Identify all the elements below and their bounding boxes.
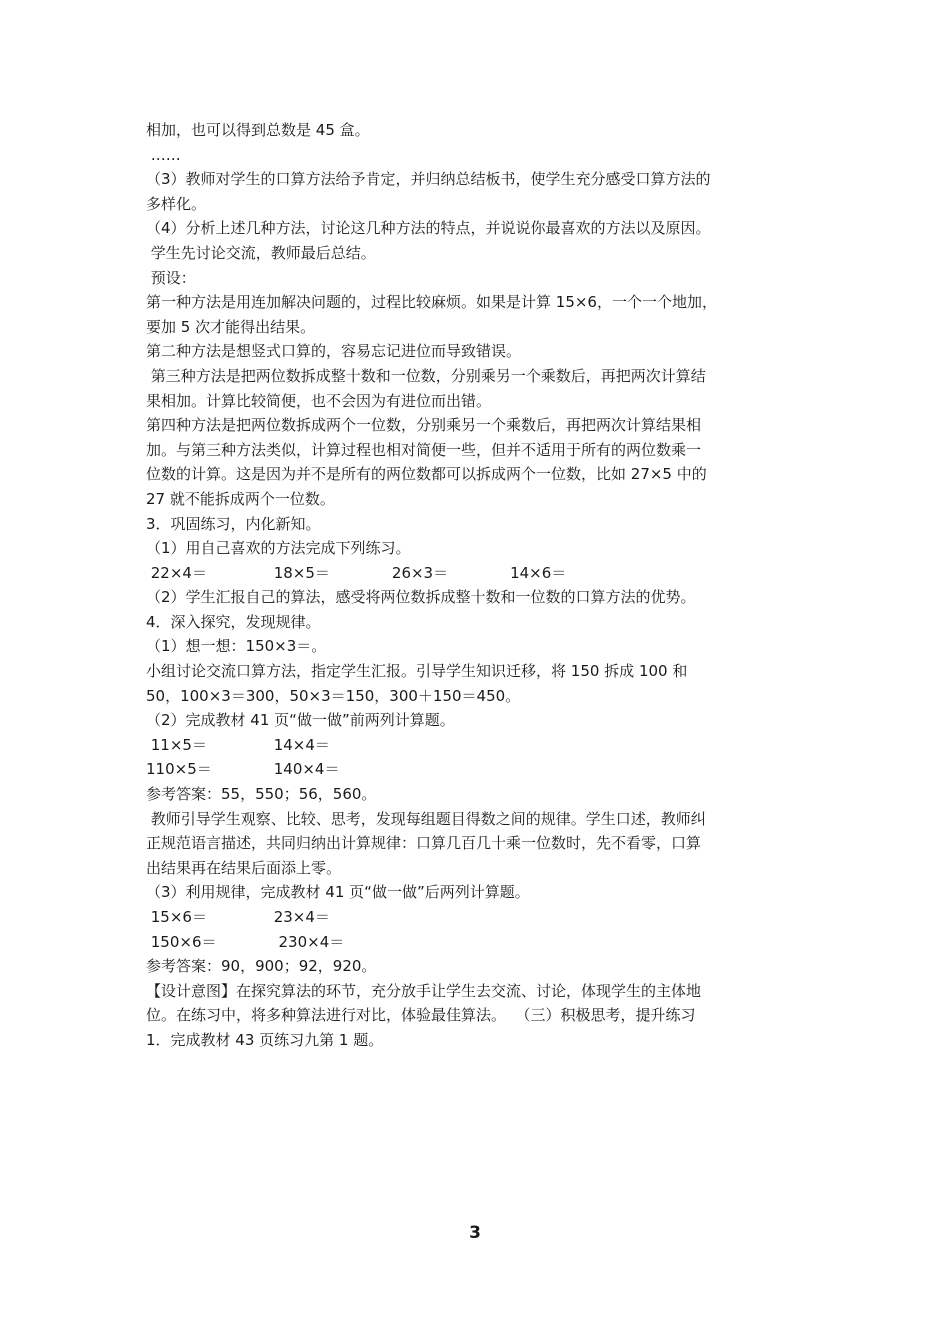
text-line: 要加 5 次才能得出结果。 bbox=[146, 317, 316, 336]
text-line: 1．完成教材 43 页练习九第 1 题。 bbox=[146, 1030, 384, 1049]
text-line: （4）分析上述几种方法，讨论这几种方法的特点，并说说你最喜欢的方法以及原因。 bbox=[146, 219, 711, 238]
text-line: 教师引导学生观察、比较、思考，发现每组题目得数之间的规律。学生口述，教师纠 bbox=[146, 809, 706, 828]
text-line: 正规范语言描述，共同归纳出计算规律：口算几百几十乘一位数时，先不看零，口算 bbox=[146, 834, 702, 853]
text-line: 22×4＝ 18×5＝ 26×3＝ 14×6＝ bbox=[146, 563, 567, 582]
body-text bbox=[146, 118, 811, 1053]
text-line: （2）完成教材 41 页“做一做”前两列计算题。 bbox=[146, 711, 455, 730]
text-line: （1）想一想：150×3＝。 bbox=[146, 637, 327, 656]
text-line: 11×5＝ 14×4＝ bbox=[146, 735, 330, 754]
text-line: 50，100×3＝300，50×3＝150，300＋150＝450。 bbox=[146, 686, 521, 705]
text-line: 学生先讨论交流，教师最后总结。 bbox=[146, 243, 376, 262]
page-number: 3 bbox=[469, 1223, 481, 1243]
text-line: 110×5＝ 140×4＝ bbox=[146, 760, 340, 779]
text-line: 第四种方法是把两位数拆成两个一位数，分别乘另一个乘数后，再把两次计算结果相 bbox=[146, 416, 702, 435]
text-line: 位。在练习中，将多种算法进行对比，体验最佳算法。 （三）积极思考，提升练习 bbox=[146, 1006, 696, 1025]
text-line: 位数的计算。这是因为并不是所有的两位数都可以拆成两个一位数，比如 27×5 中的 bbox=[146, 465, 707, 484]
text-line: （1）用自己喜欢的方法完成下列练习。 bbox=[146, 539, 411, 558]
text-line: 果相加。计算比较简便，也不会因为有进位而出错。 bbox=[146, 391, 492, 410]
text-line: 预设： bbox=[146, 268, 196, 287]
text-line: 出结果再在结果后面添上零。 bbox=[146, 858, 342, 877]
text-line: 【设计意图】在探究算法的环节，充分放手让学生去交流、讨论，体现学生的主体地 bbox=[146, 981, 702, 1000]
text-line: （2）学生汇报自己的算法，感受将两位数拆成整十数和一位数的口算方法的优势。 bbox=[146, 588, 696, 607]
text-line: （3）利用规律，完成教材 41 页“做一做”后两列计算题。 bbox=[146, 883, 530, 902]
text-line: 3．巩固练习，内化新知。 bbox=[146, 514, 321, 533]
text-line: （3）教师对学生的口算方法给予肯定，并归纳总结板书，使学生充分感受口算方法的 bbox=[146, 170, 711, 189]
text-line: 150×6＝ 230×4＝ bbox=[146, 932, 345, 951]
text-line: 参考答案：90，900；92，920。 bbox=[146, 957, 377, 976]
text-line: 第一种方法是用连加解决问题的，过程比较麻烦。如果是计算 15×6，一个一个地加， bbox=[146, 293, 717, 312]
text-line: 加。与第三种方法类似，计算过程也相对简便一些，但并不适用于所有的两位数乘一 bbox=[146, 440, 702, 459]
text-line: 4．深入探究，发现规律。 bbox=[146, 612, 321, 631]
text-line: 多样化。 bbox=[146, 194, 207, 213]
text-line: 第二种方法是想竖式口算的，容易忘记进位而导致错误。 bbox=[146, 342, 522, 361]
text-line: 27 就不能拆成两个一位数。 bbox=[146, 489, 335, 508]
text-line: 15×6＝ 23×4＝ bbox=[146, 908, 330, 926]
text-line: …… bbox=[146, 145, 181, 164]
text-line: 参考答案：55，550；56，560。 bbox=[146, 785, 377, 804]
text-line: 相加，也可以得到总数是 45 盒。 bbox=[146, 121, 370, 139]
text-line: 第三种方法是把两位数拆成整十数和一位数，分别乘另一个乘数后，再把两次计算结 bbox=[146, 366, 706, 385]
text-line: 小组讨论交流口算方法，指定学生汇报。引导学生知识迁移，将 150 拆成 100 和 bbox=[146, 662, 688, 681]
